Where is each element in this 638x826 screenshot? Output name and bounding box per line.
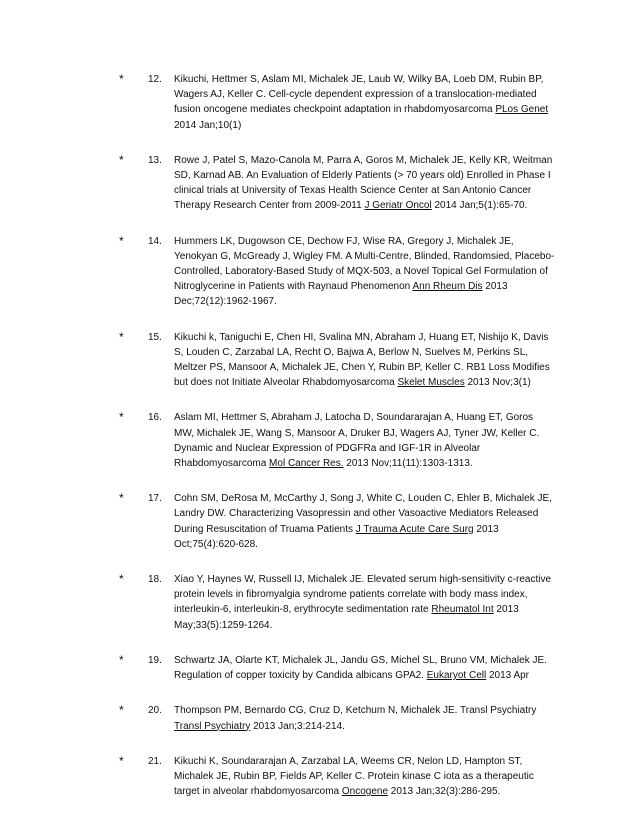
journal-link[interactable]: PLos Genet [495,104,549,116]
reference-17 [0,491,638,552]
reference-text: protein levels in fibromyalgia syndrome patients correlate with body mass index, [174,589,528,601]
reference-text: Cohn SM, DeRosa M, McCarthy J, Song J, White C, Louden C, Ehler B, Michalek JE, [174,493,552,505]
reference-number: 16. [148,412,162,424]
reference-16 [0,410,638,471]
reference-text: interleukin-6, interleukin-8, erythrocyte sedimentation rate Rheumatol Int 2013 [174,604,519,616]
reference-13 [0,153,638,214]
reference-text: Wagers AJ, Keller C. Cell-cycle dependent expression of a translocation-mediated [174,89,537,101]
reference-number: 12. [148,74,162,85]
bullet-icon: * [119,152,124,167]
journal-link[interactable]: Rheumatol Int [431,604,494,616]
reference-text: Rhabdomyosarcoma Mol Cancer Res. 2013 Nov;11(11):1303-1313. [174,458,473,470]
reference-text: Regulation of copper toxicity by Candida albicans GPA2. Eukaryot Cell 2013 Apr [174,670,530,682]
reference-text: S, Louden C, Zarzabal LA, Recht O, Bajwa A, Berlow N, Suelves M, Perkins SL, [174,346,529,358]
journal-link[interactable]: Ann Rheum Dis [412,281,483,293]
journal-link[interactable]: Eukaryot Cell [426,670,487,682]
reference-21 [0,754,638,800]
reference-number: 20. [148,705,162,717]
bullet-icon: * [119,233,124,248]
reference-19 [0,653,638,683]
bullet-icon: * [119,72,124,86]
reference-text: Therapy Research Center from 2009-2011 J Geriatr Oncol 2014 Jan;5(1):65-70. [174,200,528,212]
bullet-icon: * [119,703,124,718]
reference-text: Dec;72(12):1962-1967. [174,296,277,308]
reference-text: May;33(5):1259-1264. [174,619,273,631]
journal-link[interactable]: Skelet Muscles [397,377,465,389]
reference-text: Hummers LK, Dugowson CE, Dechow FJ, Wise RA, Gregory J, Michalek JE, [174,235,514,247]
bullet-icon: * [119,491,124,506]
reference-number: 21. [148,755,162,767]
journal-link[interactable]: J Trauma Acute Care Surg [355,523,474,535]
reference-text: Thompson PM, Bernardo CG, Cruz D, Ketchum N, Michalek JE. Transl Psychiatry [174,705,537,717]
bullet-icon: * [119,572,124,587]
reference-text: Michalek JE, Rubin BP, Fields AP, Keller C. Protein kinase C iota as a therapeutic [174,770,534,782]
reference-text: 2014 Jan;10(1) [174,119,242,131]
reference-number: 14. [148,235,162,247]
reference-number: 17. [148,493,162,505]
reference-text: Schwartz JA, Olarte KT, Michalek JL, Jandu GS, Michel SL, Bruno VM, Michalek JE. [174,654,547,666]
reference-text: Rowe J, Patel S, Mazo-Canola M, Parra A, Goros M, Michalek JE, Kelly KR, Weitman [174,154,553,166]
reference-text: clinical trials at University of Texas Health Science Center at San Antonio Cancer [174,185,532,197]
reference-number: 13. [148,154,162,166]
reference-text: SD, Karnad AB. An Evaluation of Elderly Patients (> 70 years old) Enrolled in Phase I [174,170,551,182]
reference-text: Xiao Y, Haynes W, Russell IJ, Michalek JE. Elevated serum high-sensitivity c-reactive [174,574,552,586]
reference-text: Kikuchi K, Soundararajan A, Zarzabal LA, Weems CR, Nelon LD, Hampton ST, [174,755,523,767]
reference-text: Controlled, Laboratory-Based Study of MQX-503, a Novel Topical Gel Formulation of [174,266,548,278]
reference-text: Yenokyan G, McGready J, Wigley FM. A Multi-Centre, Blinded, Randomsied, Placebo- [174,250,555,262]
journal-link[interactable]: J Geriatr Oncol [364,200,432,212]
reference-text: Meltzer PS, Mansoor A, Michalek JE, Chen Y, Rubin BP, Keller C. RB1 Loss Modifies [174,362,550,374]
reference-12 [0,72,638,133]
reference-text: Nitroglycerine in Patients with Raynaud Phenomenon Ann Rheum Dis 2013 [174,281,508,293]
reference-text: Oct;75(4):620-628. [174,538,258,550]
reference-text: but does not Initiate Alveolar Rhabdomyosarcoma Skelet Muscles 2013 Nov;3(1) [174,377,531,389]
reference-text: Dynamic and Nuclear Expression of PDGFRa and IGF-1R in Alveolar [174,442,481,454]
bullet-icon: * [119,753,124,768]
reference-list [0,72,638,799]
journal-link[interactable]: Oncogene [341,786,389,798]
reference-text: During Resuscitation of Truama Patients J Trauma Acute Care Surg 2013 [174,523,499,535]
reference-text: Kikuchi, Hettmer S, Aslam MI, Michalek JE, Laub W, Wilky BA, Loeb DM, Rubin BP, [174,74,544,85]
reference-text: Landry DW. Characterizing Vasopressin and other Vasoactive Mediators Released [174,508,539,520]
reference-text: Transl Psychiatry 2013 Jan;3:214-214. [174,720,345,732]
reference-text: fusion oncogene mediates checkpoint adaptation in rhabdomyosarcoma PLos Genet [174,104,549,116]
reference-text: Aslam MI, Hettmer S, Abraham J, Latocha D, Soundararajan A, Huang ET, Goros [174,412,534,424]
reference-20 [0,703,638,733]
reference-15 [0,330,638,391]
reference-text: MW, Michalek JE, Wang S, Mansoor A, Druker BJ, Wagers AJ, Tyner JW, Keller C. [174,427,540,439]
journal-link[interactable]: Transl Psychiatry [174,720,251,732]
reference-number: 19. [148,654,162,666]
reference-text: target in alveolar rhabdomyosarcoma Oncogene 2013 Jan;32(3):286-295. [174,786,501,798]
reference-number: 18. [148,574,162,586]
bullet-icon: * [119,652,124,667]
journal-link[interactable]: Mol Cancer Res. [269,458,344,470]
reference-number: 15. [148,331,162,343]
reference-text: Kikuchi k, Taniguchi E, Chen HI, Svalina MN, Abraham J, Huang ET, Nishijo K, Davis [174,331,549,343]
reference-14 [0,234,638,310]
bullet-icon: * [119,329,124,344]
bullet-icon: * [119,410,124,425]
reference-18 [0,572,638,633]
